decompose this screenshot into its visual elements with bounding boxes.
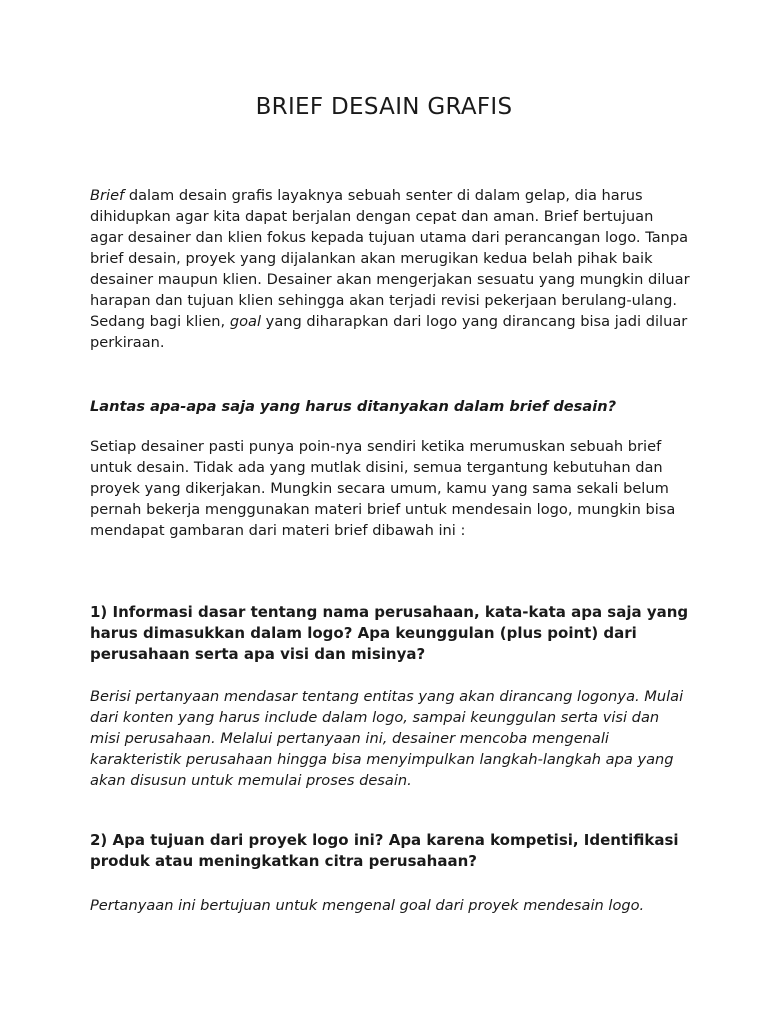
item1-heading: 1) Informasi dasar tentang nama perusahaan, kata-kata apa saja yang harus dimasukkan dalam logo? Apa keunggulan (plus point) dari perusahaan serta apa visi dan misinya?	[90, 603, 689, 663]
intro-lead-italic: Brief	[90, 187, 125, 204]
intro-goal-italic: goal	[229, 313, 262, 330]
intro-paragraph	[90, 185, 690, 353]
question-heading: Lantas apa-apa saja yang harus ditanyakan dalam brief desain?	[90, 398, 617, 415]
document-title: BRIEF DESAIN GRAFIS	[255, 94, 513, 120]
question-body: Setiap desainer pasti punya poin-nya sendiri ketika merumuskan sebuah brief untuk desain. Tidak ada yang mutlak disini, semua tergantung kebutuhan dan proyek yang dikerjakan. Mungkin secara umum, kamu yang sama sekali belum pernah bekerja menggunakan materi brief untuk mendesain logo, mungkin bisa mendapat gambaran dari materi brief dibawah ini :	[90, 438, 676, 539]
intro-text-b: yang diharapkan dari logo yang dirancang bisa jadi diluar perkiraan.	[90, 313, 688, 351]
item2-heading: 2) Apa tujuan dari proyek logo ini? Apa karena kompetisi, Identifikasi produk atau meningkatkan citra perusahaan?	[90, 831, 679, 870]
item2-body: Pertanyaan ini bertujuan untuk mengenal goal dari proyek mendesain logo.	[90, 897, 645, 914]
intro-text-a: dalam desain grafis layaknya sebuah senter di dalam gelap, dia harus dihidupkan agar kita dapat berjalan dengan cepat dan aman. Brief bertujuan agar desainer dan klien fokus kepada tujuan utama dari perancangan logo. Tanpa brief desain, proyek yang dijalankan akan merugikan kedua belah pihak baik desainer maupun klien. Desainer akan mengerjakan sesuatu yang mungkin diluar harapan dan tujuan klien sehingga akan terjadi revisi pekerjaan berulang-ulang. Sedang bagi klien,	[90, 187, 690, 330]
item1-body: Berisi pertanyaan mendasar tentang entitas yang akan dirancang logonya. Mulai dari konten yang harus include dalam logo, sampai keunggulan serta visi dan misi perusahaan. Melalui pertanyaan ini, desainer mencoba mengenali karakteristik perusahaan hingga bisa menyimpulkan langkah-langkah apa yang akan disusun untuk memulai proses desain.	[90, 688, 684, 789]
